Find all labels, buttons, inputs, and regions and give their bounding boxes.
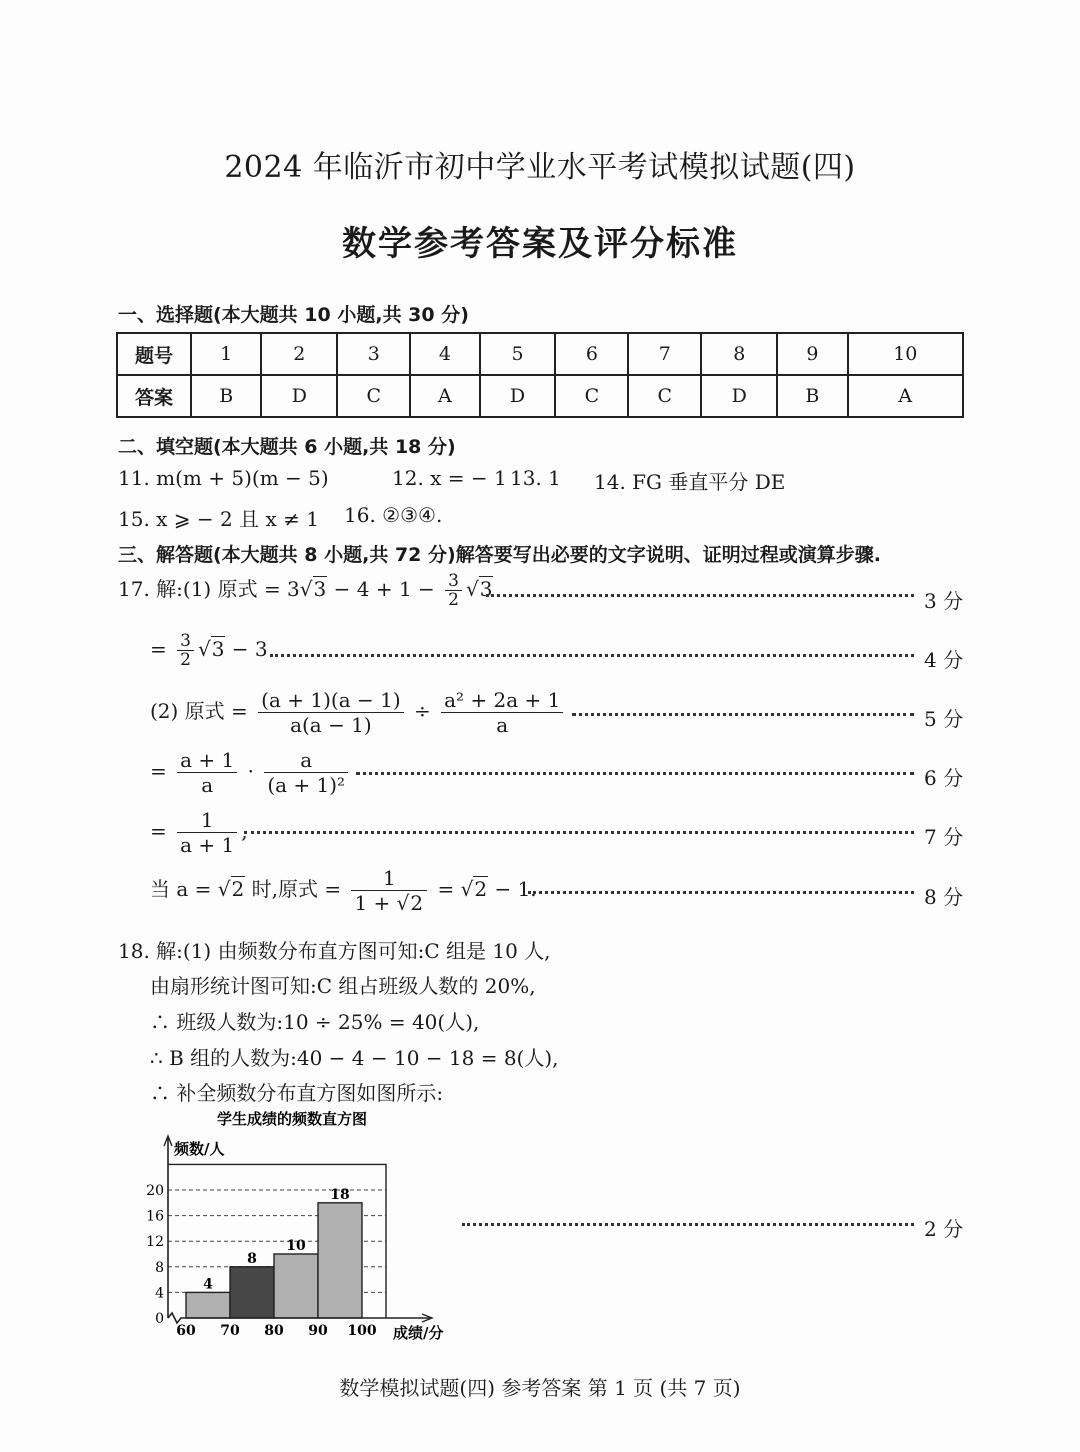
table-cell: 10 (848, 333, 963, 375)
table-row-numbers (117, 333, 963, 375)
page-footer: 数学模拟试题(四) 参考答案 第 1 页 (共 7 页) (339, 1376, 741, 1400)
q18-line2: 由扇形统计图可知:C 组占班级人数的 20%, (150, 974, 536, 998)
fraction: $\frac{\text{a² + 2a + 1}}{a}$ (441, 688, 563, 737)
score-label: 6 分 (924, 766, 964, 790)
section3-heading: 三、解答题(本大题共 8 小题,共 72 分)解答要写出必要的文字说明、证明过程或演算步骤. (118, 544, 881, 566)
table-cell: 3 (337, 333, 410, 375)
table-cell: 5 (480, 333, 556, 375)
dot-leader (356, 772, 914, 775)
answer-table (116, 332, 964, 418)
table-cell: 1 (191, 333, 261, 375)
histogram-bar (318, 1203, 362, 1318)
q18-line4: ∴ B 组的人数为:40 − 4 − 10 − 18 = 8(人), (150, 1046, 559, 1070)
table-cell: 2 (261, 333, 337, 375)
score-label: 2 分 (924, 1217, 964, 1241)
q18-line5: ∴ 补全频数分布直方图如图所示: (150, 1081, 444, 1105)
fraction: $\frac{3}{2}$ (445, 572, 462, 609)
q17-line1-prefix: 17. 解:(1) 原式 = 3 (118, 577, 300, 601)
table-row-answers (117, 375, 963, 417)
sqrt: √2 (217, 877, 245, 901)
table-cell: 4 (410, 333, 479, 375)
histogram-bar (274, 1254, 318, 1318)
page-subtitle: 数学参考答案及评分标准 (342, 224, 738, 264)
answer-11: 11. m(m + 5)(m − 5) (118, 466, 329, 490)
dot-leader (462, 1223, 914, 1226)
fraction: $\frac{(a + 1)(a - 1)}{a(a - 1)}$ (258, 688, 403, 737)
sqrt: √2 (396, 891, 424, 915)
histogram-chart (140, 1102, 460, 1347)
q17-line3: (2) 原式 = $\frac{(a + 1)(a - 1)}{a(a - 1)}$ ÷ $\frac{\text{a² + 2a + 1}}{a}$ (150, 688, 567, 737)
fraction: $\frac{3}{2}$ (177, 632, 194, 669)
sqrt: √2 (460, 877, 488, 901)
x-tick-label: 70 (220, 1323, 240, 1339)
fraction: $\frac{a + 1}{a}$ (177, 748, 237, 797)
bar-value-label: 10 (286, 1238, 306, 1254)
sqrt: √3 (197, 637, 225, 661)
dot-leader (486, 594, 914, 597)
bar-value-label: 18 (330, 1186, 350, 1203)
answer-13: 13. 1 (510, 466, 561, 490)
answer-15: 15. x ⩾ − 2 且 x ≠ 1 (118, 507, 319, 531)
table-header-number: 题号 (117, 333, 191, 375)
table-cell: D (701, 375, 777, 417)
y-tick-label: 20 (146, 1183, 164, 1199)
fraction: $\frac{1}{a + 1}$ (177, 808, 237, 857)
section2-heading: 二、填空题(本大题共 6 小题,共 18 分) (118, 436, 456, 458)
answer-12: 12. x = − 1 (392, 466, 507, 490)
fraction: $\frac{1}{1 + √2}$ (351, 866, 427, 915)
q18-line3: ∴ 班级人数为:10 ÷ 25% = 40(人), (150, 1010, 480, 1034)
table-cell: B (777, 375, 847, 417)
table-cell: B (191, 375, 261, 417)
histogram-bar (186, 1292, 230, 1318)
section1-heading: 一、选择题(本大题共 10 小题,共 30 分) (118, 304, 469, 326)
table-header-answer: 答案 (117, 375, 191, 417)
y-axis-label: 频数/人 (174, 1140, 225, 1158)
y-tick-label: 4 (155, 1285, 164, 1302)
table-cell: 9 (777, 333, 847, 375)
q17-line2: = $\frac{3}{2}$ √3 − 3 (150, 631, 268, 670)
x-tick-label: 90 (308, 1323, 328, 1339)
q18-line1: 18. 解:(1) 由频数分布直方图可知:C 组是 10 人, (118, 939, 551, 963)
dot-leader (572, 713, 914, 716)
y-tick-label: 8 (155, 1259, 164, 1276)
table-cell: A (848, 375, 963, 417)
table-cell: 8 (701, 333, 777, 375)
table-cell: D (261, 375, 337, 417)
y-tick-label: 12 (146, 1234, 164, 1251)
table-cell: C (628, 375, 701, 417)
sqrt: √3 (465, 577, 493, 601)
score-label: 7 分 (924, 825, 964, 849)
page-title: 2024 年临沂市初中学业水平考试模拟试题(四) (224, 150, 856, 185)
sqrt: √3 (299, 577, 327, 601)
table-cell: 6 (555, 333, 628, 375)
chart-bars (186, 1203, 362, 1318)
q17-line6: 当 a = √2 时,原式 = $\frac{1}{1 + √2}$ = √2 − 1. (150, 866, 537, 915)
bar-value-label: 8 (247, 1250, 257, 1267)
score-label: 4 分 (924, 648, 964, 672)
x-tick-label: 80 (264, 1323, 284, 1339)
q17-line5: = $\frac{1}{a + 1}$ , (150, 808, 248, 857)
histogram-bar (230, 1267, 274, 1318)
table-cell: 7 (628, 333, 701, 375)
y-tick-label: 0 (155, 1311, 164, 1327)
table-cell: C (555, 375, 628, 417)
x-tick-label: 100 (347, 1323, 377, 1339)
dot-leader (528, 891, 914, 894)
y-tick-label: 16 (146, 1208, 164, 1225)
fraction: $\frac{a}{\text{(a + 1)²}}$ (264, 748, 348, 797)
bar-value-label: 4 (203, 1276, 213, 1293)
dot-leader (244, 831, 914, 834)
x-tick-label: 60 (176, 1323, 196, 1339)
score-label: 8 分 (924, 885, 964, 909)
table-cell: C (337, 375, 410, 417)
q17-line1: 17. 解:(1) 原式 = 3√3 − 4 + 1 − $\frac{3}{2}$ √3 (118, 571, 493, 610)
dot-leader (270, 654, 914, 657)
answer-16: 16. ②③④. (344, 503, 443, 527)
score-label: 5 分 (924, 707, 964, 731)
x-axis-label: 成绩/分 (393, 1324, 444, 1342)
table-cell: A (410, 375, 479, 417)
table-cell: D (480, 375, 556, 417)
q17-line4: = $\frac{a + 1}{a}$ · $\frac{a}{\text{(a + 1)²}}$ (150, 748, 352, 797)
score-label: 3 分 (924, 589, 964, 613)
chart-title: 学生成绩的频数直方图 (216, 1110, 368, 1128)
answer-14: 14. FG 垂直平分 DE (594, 470, 786, 494)
